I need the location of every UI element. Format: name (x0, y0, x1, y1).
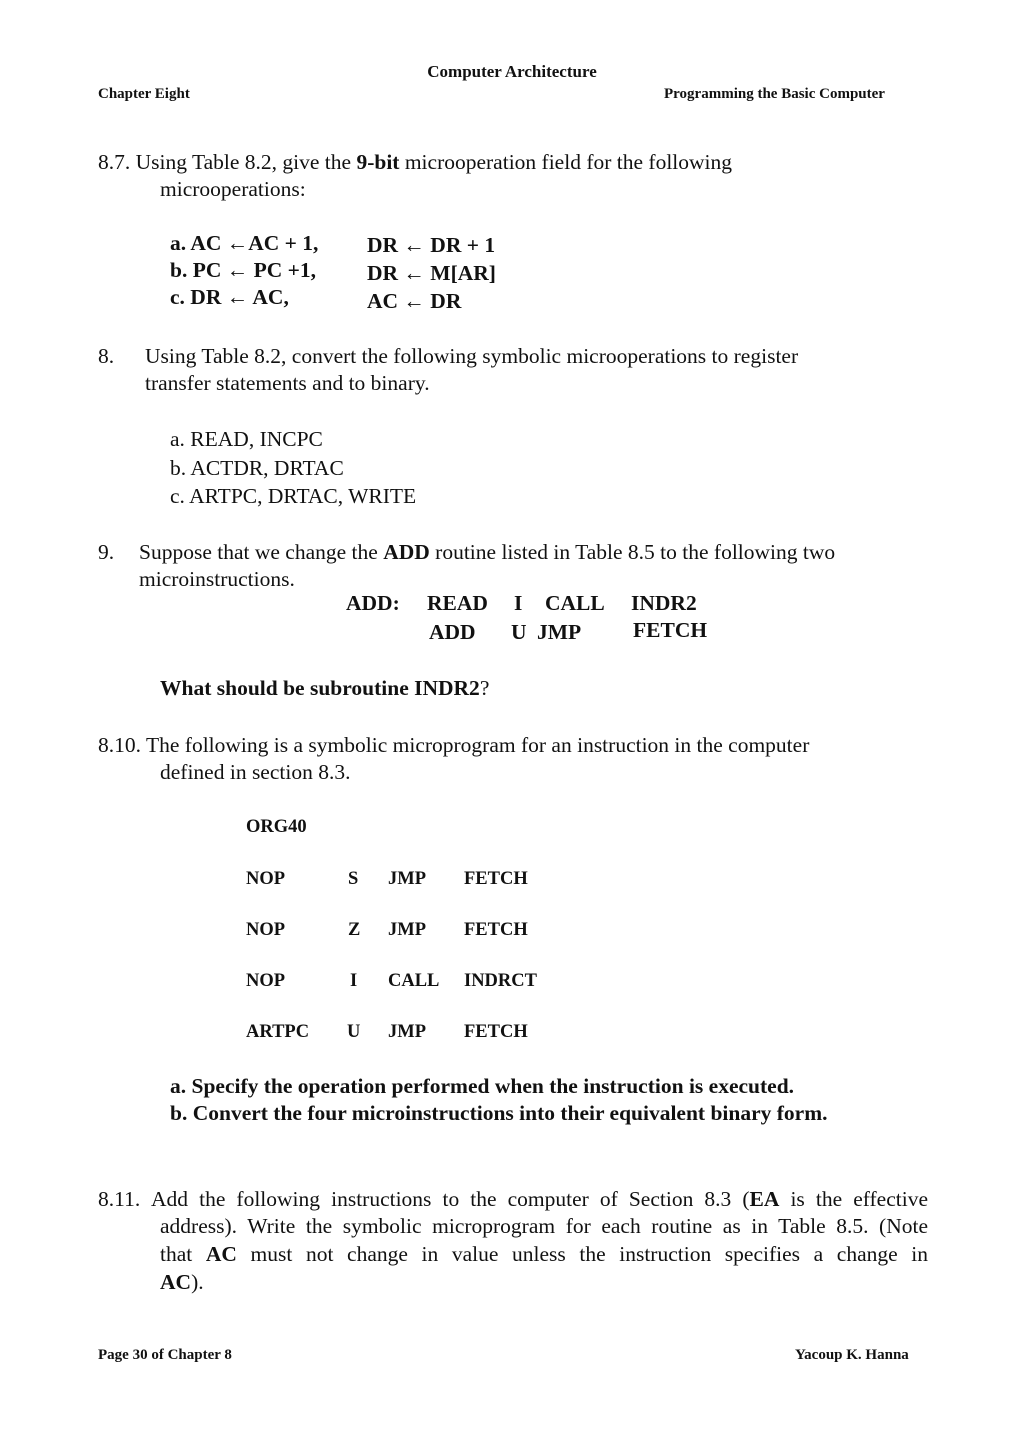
question-text: transfer statements and to binary. (145, 371, 430, 395)
question-text: ? (479, 676, 490, 700)
program-cell: FETCH (464, 1022, 528, 1042)
part-a: a. Specify the operation performed when the instruction is executed. (170, 1074, 795, 1098)
routine-address: FETCH (633, 618, 708, 642)
routine-microop: ADD (429, 620, 476, 644)
question-8-10 (98, 732, 809, 759)
question-9-number: 9. (98, 540, 115, 564)
routine-label: ADD: (346, 591, 400, 615)
microop-item: c. DR ← AC, (170, 285, 289, 309)
question-9-line2: microinstructions. (139, 567, 295, 591)
org-directive: ORG40 (246, 817, 307, 837)
program-cell: INDRCT (464, 971, 537, 991)
routine-condition: U (511, 620, 527, 644)
microop-item: DR ← DR + 1 (367, 233, 496, 257)
list-item: c. ARTPC, DRTAC, WRITE (170, 484, 417, 508)
question-number: 8.10. (98, 733, 141, 757)
program-cell: FETCH (464, 920, 528, 940)
question-text: The following is a symbolic microprogram for an instruction in the computer (146, 733, 810, 757)
question-text: is the effective (779, 1187, 928, 1211)
question-bold-text: AC (160, 1270, 192, 1294)
question-bold-text: 9-bit (356, 150, 400, 174)
microop-item: AC ← DR (367, 289, 462, 313)
program-cell: ARTPC (246, 1022, 310, 1042)
program-cell: JMP (388, 869, 427, 889)
microop-item: a. AC ←AC + 1, (170, 231, 319, 255)
author-name: Yacoup K. Hanna (795, 1347, 909, 1363)
microop-item: b. PC ← PC +1, (170, 258, 317, 282)
routine-condition: I (514, 591, 523, 615)
question-8-11-line3 (160, 1241, 928, 1268)
chapter-label: Chapter Eight (98, 86, 190, 102)
program-cell: I (350, 971, 358, 991)
program-cell: NOP (246, 869, 286, 889)
list-item: b. ACTDR, DRTAC (170, 455, 344, 480)
routine-address: INDR2 (631, 591, 697, 615)
routine-microop: READ (427, 591, 488, 615)
question-text: Add the following instructions to the computer of Section 8.3 ( (151, 1187, 750, 1211)
program-cell: JMP (388, 920, 427, 940)
question-8-11-line1 (151, 1186, 928, 1213)
question-8-7 (98, 149, 732, 176)
question-text: routine listed in Table 8.5 to the following two (429, 540, 836, 564)
question-text: ). (191, 1270, 204, 1294)
question-8-number: 8. (98, 344, 115, 368)
question-8-7-line2: microoperations: (160, 177, 306, 201)
question-bold-text: What should be subroutine INDR2 (160, 676, 480, 700)
routine-branch: JMP (537, 620, 582, 644)
question-number: 8.7. (98, 150, 131, 174)
question-text: must not change in value unless the instruction specifies a change in (236, 1242, 928, 1266)
question-bold-text: ADD (383, 540, 430, 564)
question-8-text (145, 343, 798, 397)
part-b: b. Convert the four microinstructions into their equivalent binary form. (170, 1101, 828, 1125)
program-cell: NOP (246, 920, 286, 940)
question-9-prompt (160, 675, 489, 702)
question-8-11-number: 8.11. (98, 1187, 141, 1211)
program-cell: CALL (388, 971, 440, 991)
program-cell: U (347, 1022, 361, 1042)
program-cell: NOP (246, 971, 286, 991)
program-cell: S (348, 869, 359, 889)
question-text: that (160, 1242, 206, 1266)
list-item: a. READ, INCPC (170, 427, 323, 451)
question-8-11-line4 (160, 1269, 204, 1296)
question-text: microoperation field for the following (399, 150, 733, 174)
question-8-10-line2: defined in section 8.3. (160, 760, 351, 784)
microop-item: DR ← M[AR] (367, 261, 496, 285)
question-9-text (139, 539, 835, 566)
section-label: Programming the Basic Computer (664, 86, 885, 102)
question-bold-text: AC (205, 1242, 237, 1266)
question-text: Using Table 8.2, give the (135, 150, 357, 174)
question-text: Suppose that we change the (139, 540, 384, 564)
program-cell: FETCH (464, 869, 528, 889)
program-cell: JMP (388, 1022, 427, 1042)
microop-list-right (367, 231, 496, 315)
program-cell: Z (348, 920, 361, 940)
question-8-11-line2: address). Write the symbolic microprogram for each routine as in Table 8.5. (Note (160, 1214, 928, 1238)
routine-branch: CALL (545, 591, 605, 615)
microop-list-left (170, 230, 318, 311)
symbolic-microop-list (170, 425, 416, 511)
page-number: Page 30 of Chapter 8 (98, 1347, 232, 1363)
question-bold-text: EA (749, 1187, 780, 1211)
document-title: Computer Architecture (427, 62, 597, 81)
question-text: Using Table 8.2, convert the following symbolic microoperations to register (145, 344, 799, 368)
